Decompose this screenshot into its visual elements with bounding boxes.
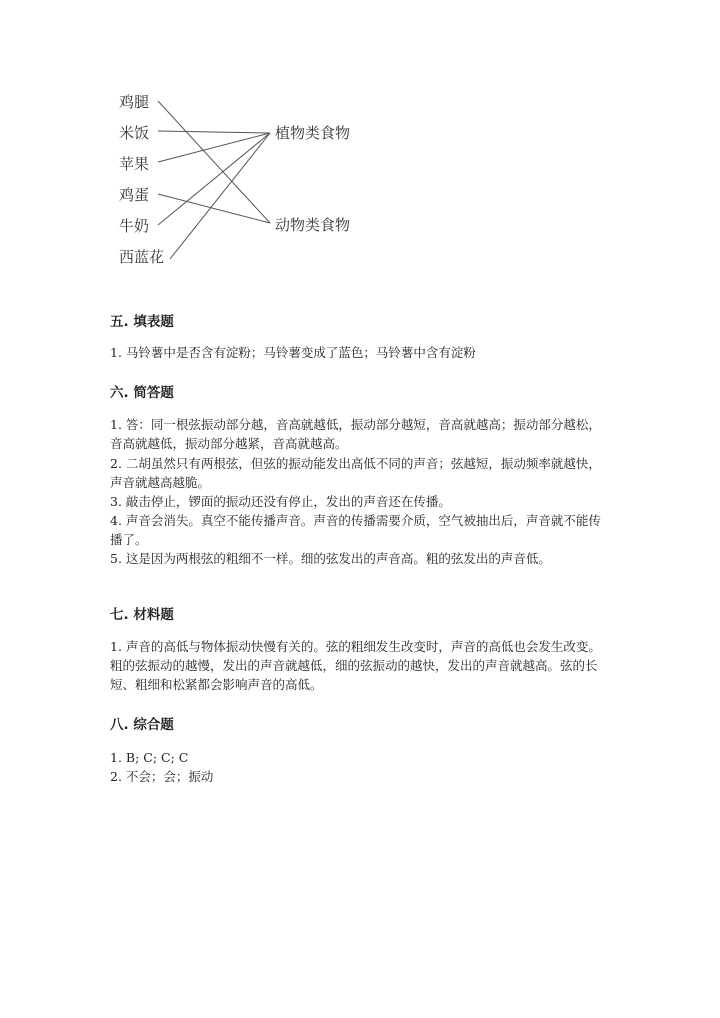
match-line <box>158 133 270 162</box>
left-item-rice: 米饭 <box>119 124 150 142</box>
match-line <box>158 133 270 225</box>
left-item-apple: 苹果 <box>119 155 150 173</box>
match-line <box>158 194 270 223</box>
section-6-answer-1: 1. 答：同一根弦振动部分越，音高就越低，振动部分越短，音高就越高；振动部分越松，音高就越低，振动部分越紧，音高就越高。 <box>110 417 601 451</box>
section-5-answer-1: 1. 马铃薯中是否含有淀粉；马铃薯变成了蓝色；马铃薯中含有淀粉 <box>110 345 476 360</box>
section-6-answer-4: 4. 声音会消失。真空不能传播声音。声音的传播需要介质，空气被抽出后，声音就不能传播了。 <box>110 513 601 547</box>
match-line <box>158 101 270 223</box>
section-6-heading: 六. 简答题 <box>110 385 174 401</box>
left-item-broccoli: 西蓝花 <box>119 248 165 266</box>
right-item-animal-food: 动物类食物 <box>275 216 351 234</box>
section-7-answer-1: 1. 声音的高低与物体振动快慢有关的。弦的粗细发生改变时，声音的高低也会发生改变。粗的弦振动的越慢，发出的声音就越低，细的弦振动的越快，发出的声音就越高。弦的长短、粗细和松紧都会影响声音的高低。 <box>110 639 601 692</box>
section-5-heading: 五. 填表题 <box>110 314 174 330</box>
match-line <box>170 133 270 259</box>
match-line <box>158 131 270 133</box>
section-6-answer-3: 3. 敲击停止，锣面的振动还没有停止，发出的声音还在传播。 <box>110 494 451 509</box>
matching-lines <box>158 101 270 259</box>
section-8-answer-2: 2. 不会；会；振动 <box>110 769 214 784</box>
section-6-answer-2: 2. 二胡虽然只有两根弦，但弦的振动能发出高低不同的声音；弦越短，振动频率就越快，声音就越高越脆。 <box>110 456 601 490</box>
right-item-plant-food: 植物类食物 <box>275 124 351 142</box>
section-6-answer-5: 5. 这是因为两根弦的粗细不一样。细的弦发出的声音高。粗的弦发出的声音低。 <box>110 551 551 566</box>
section-8-heading: 八. 综合题 <box>110 717 174 733</box>
section-7-heading: 七. 材料题 <box>110 607 174 623</box>
matching-diagram <box>0 0 720 300</box>
left-item-milk: 牛奶 <box>119 217 150 235</box>
section-8-answer-1: 1. B; C; C; C <box>110 750 189 765</box>
left-item-chicken-leg: 鸡腿 <box>119 93 150 111</box>
left-item-egg: 鸡蛋 <box>119 186 150 204</box>
